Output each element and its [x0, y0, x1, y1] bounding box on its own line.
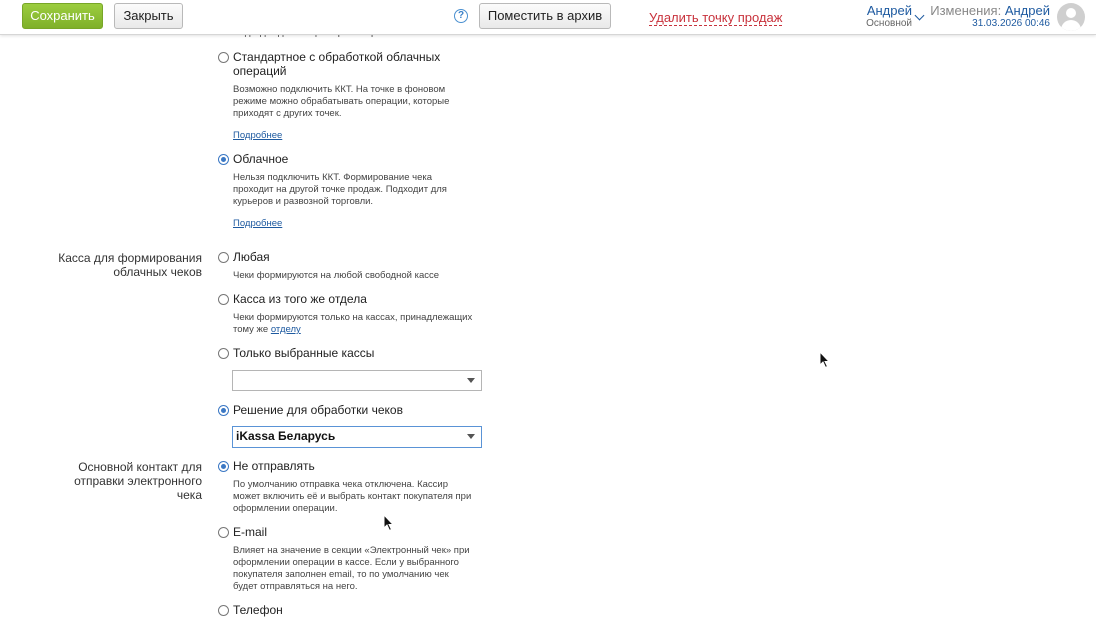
- receipt-solution-select[interactable]: [232, 426, 482, 448]
- option-desc-cloud: Нельзя подключить ККТ. Формирование чека проходит на другой точке продаж. Подходит для курьеров и развозной торговли.: [233, 172, 447, 207]
- option-desc-same-department-text: Чеки формируются только на кассах, принадлежащих тому же: [233, 312, 473, 335]
- radio-any-cashbox[interactable]: [218, 252, 229, 263]
- option-title-phone[interactable]: Телефон: [233, 603, 283, 617]
- option-title-cloud[interactable]: Облачное: [233, 152, 289, 166]
- option-title-same-department[interactable]: Касса из того же отдела: [233, 292, 367, 306]
- radio-receipt-solution[interactable]: [218, 405, 229, 416]
- mouse-cursor-icon: [383, 514, 395, 532]
- option-title-any-cashbox[interactable]: Любая: [233, 250, 270, 264]
- archive-button[interactable]: Поместить в архив: [479, 3, 611, 29]
- save-button[interactable]: Сохранить: [22, 3, 103, 29]
- close-button[interactable]: Закрыть: [114, 3, 183, 29]
- mouse-cursor-icon: [819, 351, 831, 369]
- avatar-body-shape: [1061, 20, 1081, 31]
- changes-user[interactable]: Андрей: [1004, 3, 1050, 18]
- radio-standard-cloud[interactable]: [218, 52, 229, 63]
- option-desc-standard-cloud: Возможно подключить ККТ. На точке в фоновом режиме можно обрабатывать операции, которые приходят с других точек.: [233, 84, 450, 119]
- option-desc-any-cashbox: Чеки формируются на любой свободной кассе: [233, 270, 440, 281]
- avatar[interactable]: [1057, 3, 1085, 31]
- option-title-receipt-solution[interactable]: Решение для обработки чеков: [233, 403, 403, 417]
- option-desc-email: Влияет на значение в секции «Электронный чек» при оформлении операции в кассе. Если у выбранного покупателя заполнен email, то по умолчанию чек будет отправляться на него.: [233, 545, 470, 592]
- option-title-email[interactable]: E-mail: [233, 525, 268, 539]
- more-link-cloud[interactable]: Подробнее: [233, 218, 283, 229]
- dropdown-arrow-icon[interactable]: [467, 378, 475, 383]
- help-icon[interactable]: ?: [454, 9, 468, 23]
- option-title-standard-cloud[interactable]: Стандартное с обработкой облачных операций: [233, 50, 441, 78]
- avatar-head-shape: [1066, 8, 1076, 18]
- user-organization: Основной: [866, 18, 912, 29]
- more-link-standard-cloud[interactable]: Подробнее: [233, 130, 283, 141]
- option-title-do-not-send[interactable]: Не отправлять: [233, 459, 315, 473]
- dropdown-arrow-icon[interactable]: [467, 434, 475, 439]
- delete-point-of-sale-link[interactable]: Удалить точку продаж: [649, 10, 783, 25]
- radio-selected-cashboxes[interactable]: [218, 348, 229, 359]
- changes-date: 31.03.2026 00:46: [972, 18, 1050, 29]
- chevron-down-icon[interactable]: [915, 11, 925, 21]
- changes-label: Изменения:: [930, 3, 1005, 18]
- radio-do-not-send[interactable]: [218, 461, 229, 472]
- selected-cashboxes-select[interactable]: [232, 370, 482, 391]
- radio-phone[interactable]: [218, 605, 229, 616]
- option-desc-do-not-send: По умолчанию отправка чека отключена. Кассир может включить её и выбрать контакт покупателя при оформлении операции.: [233, 479, 472, 514]
- radio-cloud[interactable]: [218, 154, 229, 165]
- cashbox-section-label: Касса для формирования облачных чеков: [58, 251, 202, 279]
- department-link[interactable]: отделу: [270, 324, 301, 335]
- option-desc-same-department: [233, 312, 473, 336]
- option-title-selected-cashboxes[interactable]: Только выбранные кассы: [233, 346, 375, 360]
- top-toolbar: [0, 0, 1096, 35]
- radio-same-department[interactable]: [218, 294, 229, 305]
- contact-section-label: Основной контакт для отправки электронного чека: [74, 460, 202, 502]
- user-name[interactable]: Андрей: [866, 3, 912, 18]
- radio-email[interactable]: [218, 527, 229, 538]
- changes-info: [930, 3, 1050, 18]
- receipt-solution-value: iKassa Беларусь: [236, 429, 336, 443]
